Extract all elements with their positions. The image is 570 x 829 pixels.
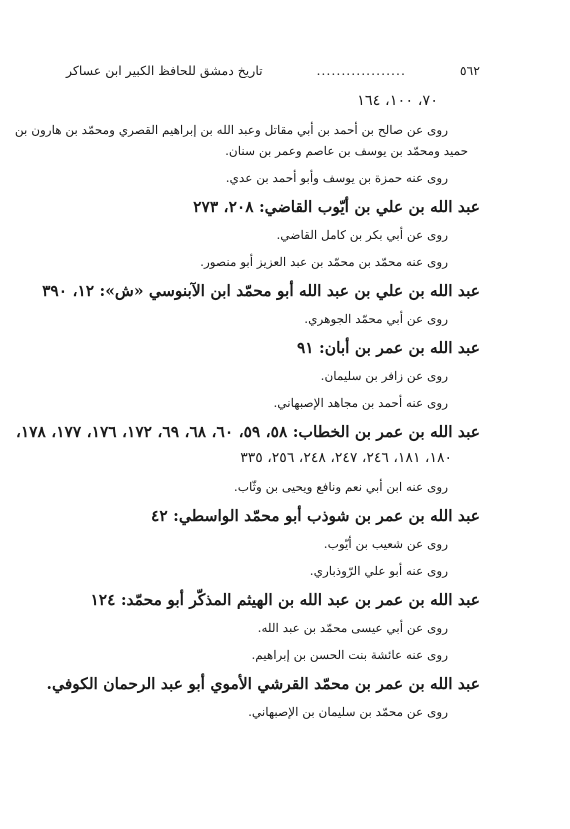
entry-heading-continued: ١٨٠، ١٨١، ٢٤٦، ٢٤٧، ٢٤٨، ٢٥٦، ٣٣٥ [240, 450, 452, 466]
narration-by: روى عنه محمّد بن محمّد بن عبد العزيز أبو منصور. [200, 255, 448, 269]
document-page [14, 62, 480, 729]
entry-heading: عبد الله بن علي بن أيّوب القاضي: ٢٠٨، ٢٧٣ [193, 197, 480, 216]
entry-heading: عبد الله بن عمر بن شوذب أبو محمّد الواسطي: ٤٢ [151, 506, 480, 525]
entry-heading: عبد الله بن علي بن عبد الله أبو محمّد ابن الآبنوسي «ش»: ١٢، ٣٩٠ [42, 281, 480, 300]
book-title: تاريخ دمشق للحافظ الكبير ابن عساكر [66, 63, 263, 78]
narration-by: روى عنه أحمد بن مجاهد الإصبهاني. [273, 396, 448, 410]
narration-by: روى عنه أبو علي الرّوذباري. [309, 564, 448, 578]
entry-heading: عبد الله بن عمر بن أبان: ٩١ [296, 338, 480, 357]
narration-by: روى عنه ابن أبي نعم ونافع ويحيى بن وثّاب. [233, 480, 448, 494]
narration-from: روى عن صالح بن أحمد بن أبي مقاتل وعبد الله بن إبراهيم القصري ومحمّد بن هارون بن [14, 123, 448, 137]
running-header [66, 62, 480, 80]
header-dot-leader: .................. [316, 63, 406, 78]
narration-from: روى عن محمّد بن سليمان بن الإصبهاني. [248, 705, 448, 719]
narration-by: روى عنه حمزة بن يوسف وأبو أحمد بن عدي. [225, 171, 448, 185]
narration-from: روى عن أبي محمّد الجوهري. [304, 312, 448, 326]
page-number: ٥٦٢ [459, 63, 480, 78]
narration-from: روى عن شعيب بن أيّوب. [323, 537, 448, 551]
continued-page-references: ٧٠، ١٠٠، ١٦٤ [357, 93, 438, 109]
narration-from: روى عن أبي عيسى محمّد بن عبد الله. [257, 621, 448, 635]
entry-heading: عبد الله بن عمر بن الخطاب: ٥٨، ٥٩، ٦٠، ٦٨، ٦٩، ١٧٢، ١٧٦، ١٧٧، ١٧٨، [15, 422, 480, 441]
narration-by: روى عنه عائشة بنت الحسن بن إبراهيم. [251, 648, 448, 662]
narration-from-continued: حميد ومحمّد بن يوسف بن عاصم وعمر بن سنان. [225, 144, 468, 158]
entry-heading: عبد الله بن عمر بن عبد الله بن الهيثم المذكّر أبو محمّد: ١٢٤ [90, 590, 480, 609]
entry-heading: عبد الله بن عمر بن محمّد القرشي الأموي أبو عبد الرحمان الكوفي. [46, 674, 480, 693]
narration-from: روى عن زافر بن سليمان. [320, 369, 448, 383]
narration-from: روى عن أبي بكر بن كامل القاضي. [276, 228, 448, 242]
